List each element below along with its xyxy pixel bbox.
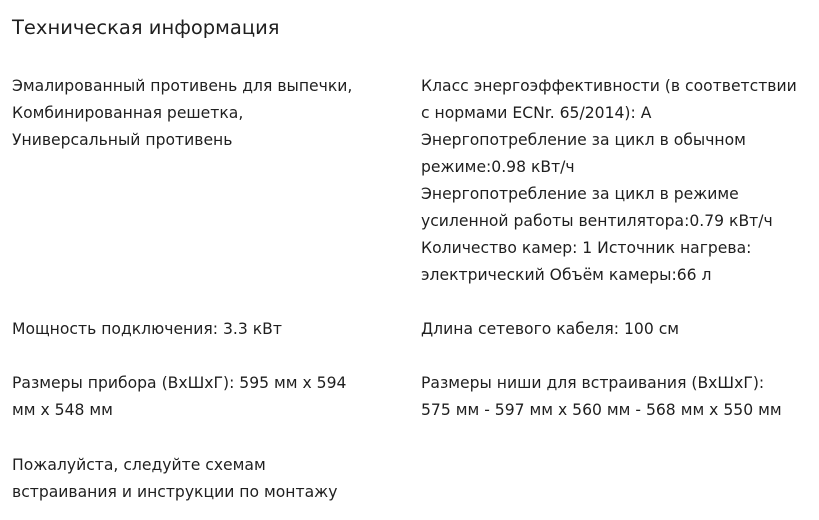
energy-line: Энергопотребление за цикл в режиме — [421, 185, 739, 203]
installation-note-line: Пожалуйста, следуйте схемам — [12, 456, 266, 474]
energy-info — [421, 73, 797, 289]
installation-note-line: встраивания и инструкции по монтажу — [12, 483, 338, 501]
accessories-line: Эмалированный противень для выпечки, — [12, 77, 353, 95]
energy-line: Класс энергоэффективности (в соответствии — [421, 77, 797, 95]
device-dimensions-line: мм x 548 мм — [12, 401, 113, 419]
power-line: Мощность подключения: 3.3 кВт — [12, 320, 282, 338]
cable-info — [421, 316, 679, 343]
device-dimensions-info — [12, 370, 346, 424]
niche-dimensions-line: Размеры ниши для встраивания (ВхШхГ): — [421, 374, 765, 392]
accessories-info — [12, 73, 352, 154]
installation-note — [12, 452, 337, 506]
niche-dimensions-info — [421, 370, 782, 424]
energy-line: Количество камер: 1 Источник нагрева: — [421, 239, 752, 257]
power-info — [12, 316, 282, 343]
energy-line: режиме:0.98 кВт/ч — [421, 158, 575, 176]
energy-line: электрический Объём камеры:66 л — [421, 266, 712, 284]
accessories-line: Универсальный противень — [12, 131, 233, 149]
cable-line: Длина сетевого кабеля: 100 см — [421, 320, 680, 338]
energy-line: с нормами ECNr. 65/2014): A — [421, 104, 652, 122]
page-title: Техническая информация — [12, 16, 280, 39]
energy-line: Энергопотребление за цикл в обычном — [421, 131, 746, 149]
device-dimensions-line: Размеры прибора (ВхШхГ): 595 мм x 594 — [12, 374, 347, 392]
accessories-line: Комбинированная решетка, — [12, 104, 244, 122]
energy-line: усиленной работы вентилятора:0.79 кВт/ч — [421, 212, 773, 230]
niche-dimensions-line: 575 мм - 597 мм x 560 мм - 568 мм x 550 мм — [421, 401, 782, 419]
